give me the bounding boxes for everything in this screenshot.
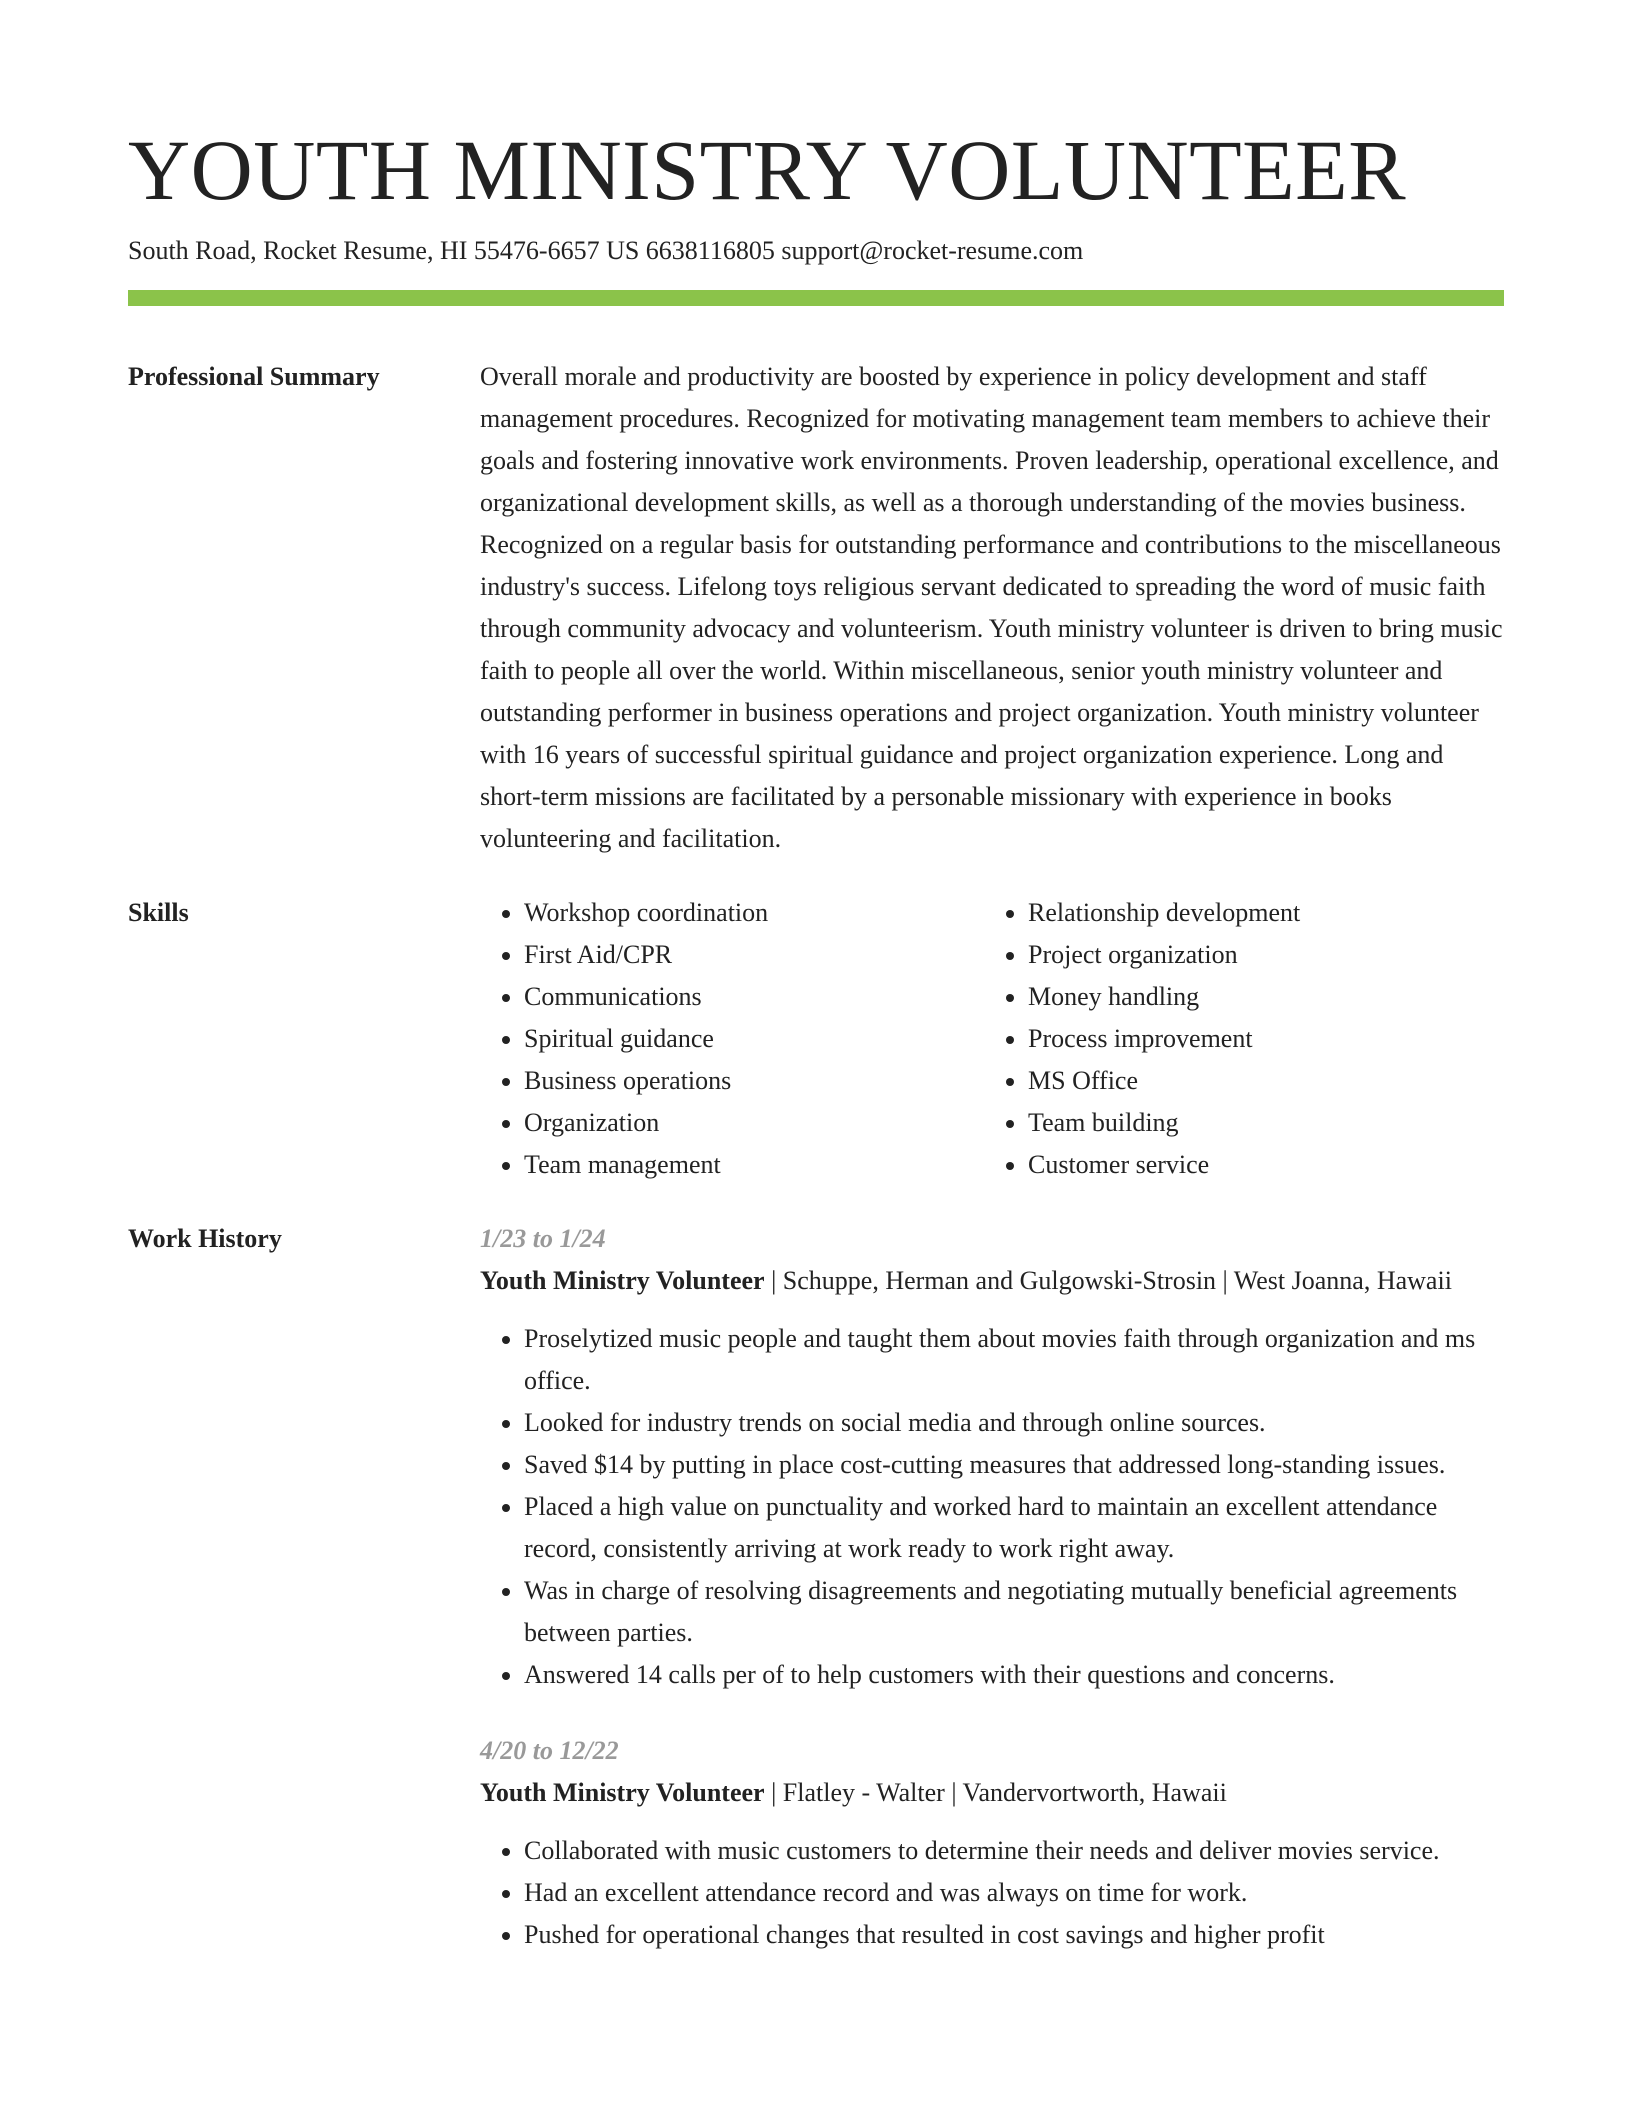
job-bullet: • Collaborated with music customers to determine their needs and deliver movies service. — [524, 1830, 1504, 1872]
job-bullet: • Proselytized music people and taught them about movies faith through organization and ms office. — [524, 1318, 1504, 1402]
job-bullet: • Placed a high value on punctuality and worked hard to maintain an excellent attendance record, consistently arriving at work ready to work right away. — [524, 1486, 1504, 1570]
job-bullet: • Pushed for operational changes that resulted in cost savings and higher profit — [524, 1914, 1504, 1956]
skill-item: • Spiritual guidance — [524, 1018, 984, 1060]
resume-page — [128, 0, 1504, 1990]
job-bullet: • Saved $14 by putting in place cost-cutting measures that addressed long-standing issues. — [524, 1444, 1504, 1486]
skill-item: • Relationship development — [1028, 892, 1488, 934]
work-history-section — [128, 1218, 1504, 1990]
summary-text: Overall morale and productivity are boosted by experience in policy development and staff management procedures. Recognized for motivating management team members to achieve their goals and fostering innovative work environments. Proven leadership, operational excellence, and organizational development skills, as well as a thorough understanding of the movies business. Recognized on a regular basis for outstanding performance and contributions to the miscellaneous industry's success. Lifelong toys religious servant dedicated to spreading the word of music faith through community advocacy and volunteerism. Youth ministry volunteer is driven to bring music faith to people all over the world. Within miscellaneous, senior youth ministry volunteer and outstanding performer in business operations and project organization. Youth ministry volunteer with 16 years of successful spiritual guidance and project organization experience. Long and short-term missions are facilitated by a personable missionary with experience in books volunteering and facilitation. — [480, 362, 1503, 853]
skills-list-left — [480, 892, 984, 1186]
job-dates: 4/20 to 12/22 — [480, 1736, 619, 1765]
job-title: Youth Ministry Volunteer — [480, 1266, 765, 1295]
job-title: Youth Ministry Volunteer — [480, 1778, 765, 1807]
skill-item: • Project organization — [1028, 934, 1488, 976]
skill-item: • Team management — [524, 1144, 984, 1186]
skill-item: • Organization — [524, 1102, 984, 1144]
job-dates: 1/23 to 1/24 — [480, 1224, 606, 1253]
skill-item: • Communications — [524, 976, 984, 1018]
job-employer-location: | Flatley - Walter | Vandervortworth, Hawaii — [764, 1778, 1227, 1807]
job-list — [480, 1218, 1504, 1990]
header-divider — [128, 290, 1504, 306]
job-header — [480, 1772, 1504, 1814]
job-entry — [480, 1218, 1504, 1696]
job-bullet: • Was in charge of resolving disagreements and negotiating mutually beneficial agreements between parties. — [524, 1570, 1504, 1654]
job-header — [480, 1260, 1504, 1302]
skill-item: • First Aid/CPR — [524, 934, 984, 976]
summary-heading: Professional Summary — [128, 362, 380, 391]
skill-item: • Team building — [1028, 1102, 1488, 1144]
resume-name: YOUTH MINISTRY VOLUNTEER — [128, 122, 1407, 218]
skill-item: • Process improvement — [1028, 1018, 1488, 1060]
job-bullet: • Answered 14 calls per of to help customers with their questions and concerns. — [524, 1654, 1504, 1696]
skill-item: • Money handling — [1028, 976, 1488, 1018]
skills-heading: Skills — [128, 898, 189, 927]
job-bullet: • Had an excellent attendance record and was always on time for work. — [524, 1872, 1504, 1914]
skill-item: • Workshop coordination — [524, 892, 984, 934]
contact-line: South Road, Rocket Resume, HI 55476-6657 US 6638116805 support@rocket-resume.com — [128, 236, 1084, 265]
summary-section — [128, 356, 1504, 860]
job-employer-location: | Schuppe, Herman and Gulgowski-Strosin | West Joanna, Hawaii — [764, 1266, 1452, 1295]
skills-section — [128, 892, 1504, 1186]
skills-list-right — [984, 892, 1488, 1186]
job-bullet: • Looked for industry trends on social media and through online sources. — [524, 1402, 1504, 1444]
skill-item: • Business operations — [524, 1060, 984, 1102]
work-history-heading: Work History — [128, 1224, 282, 1253]
job-entry — [480, 1730, 1504, 1956]
skill-item: • Customer service — [1028, 1144, 1488, 1186]
job-bullet-list — [480, 1318, 1504, 1696]
skill-item: • MS Office — [1028, 1060, 1488, 1102]
job-bullet-list — [480, 1830, 1504, 1956]
